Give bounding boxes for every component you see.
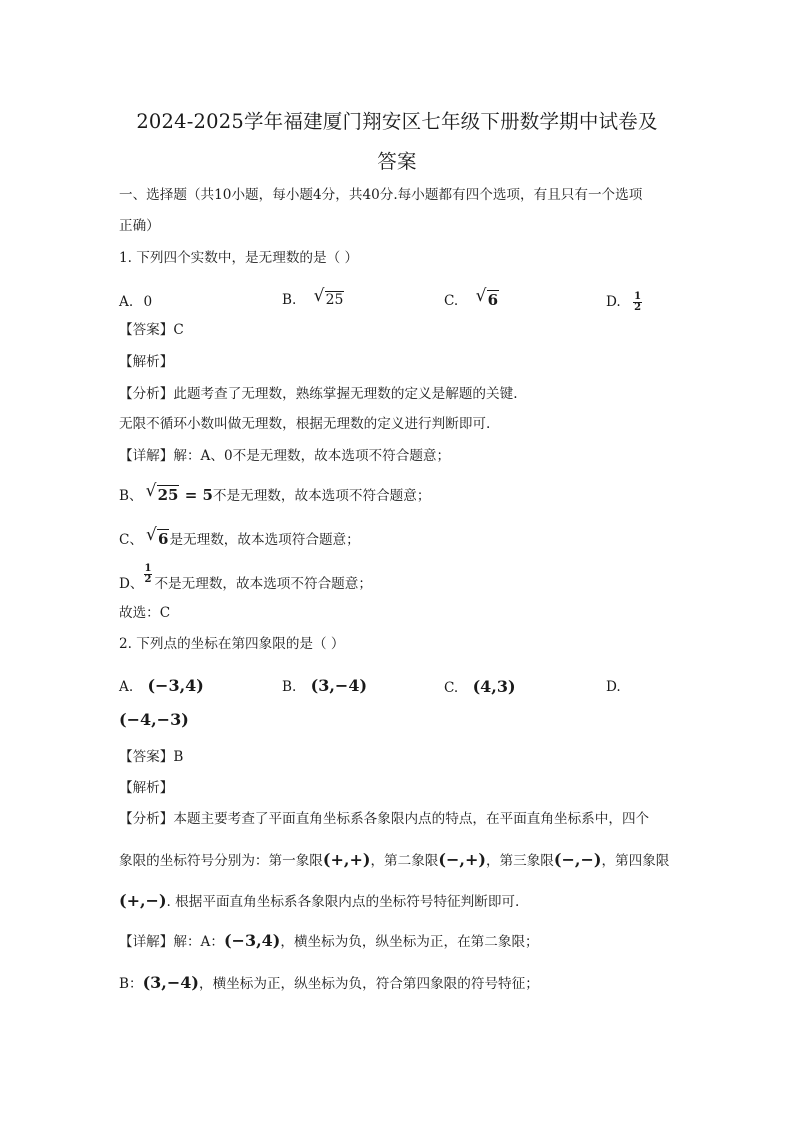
q2-analysis-title: 【解析】 — [119, 780, 174, 796]
sign-q3: (−,−) — [553, 850, 602, 869]
q1-fenxi-line1: 【分析】此题考查了无理数，熟练掌握无理数的定义是解题的关键. — [119, 386, 518, 402]
sign-q2: (−,+) — [438, 850, 486, 869]
option-label: A. — [119, 294, 134, 310]
q2-option-a — [119, 673, 204, 697]
detail-prefix: D、 — [119, 576, 144, 592]
q1-option-a — [119, 292, 152, 312]
detail-text: 不是无理数，故本选项不符合题意； — [154, 576, 372, 592]
radicand: 6 — [158, 530, 169, 548]
q1-answer: 【答案】C — [119, 322, 184, 338]
option-label: D. — [606, 294, 621, 310]
sign-q4: (+,−) — [119, 891, 167, 910]
sqrt-expression — [147, 529, 169, 549]
math-equals: = 5 — [179, 486, 213, 504]
q1-analysis-title: 【解析】 — [119, 354, 174, 370]
detail-text: ，横坐标为正，纵坐标为负，符合第四象限的符号特征； — [198, 976, 539, 992]
q1-conclusion: 故选：C — [119, 605, 171, 621]
option-label: B. — [282, 679, 297, 695]
detail-prefix: C、 — [119, 532, 143, 548]
option-label: A. — [119, 679, 134, 695]
q2-fenxi-line3 — [119, 891, 519, 912]
doc-title-line1: 2024-2025学年福建厦门翔安区七年级下册数学期中试卷及 — [136, 110, 658, 133]
q1-detail-c — [119, 529, 360, 550]
q2-detail-a — [119, 931, 539, 952]
sqrt-expression — [315, 290, 345, 310]
q2-answer: 【答案】B — [119, 749, 184, 765]
option-value: (4,3) — [472, 677, 516, 696]
detail-text: ，横坐标为负，纵坐标为正，在第二象限； — [280, 934, 539, 950]
option-value: 0 — [143, 294, 153, 310]
fenxi-text: . 根据平面直角坐标系各象限内点的坐标符号特征判断即可. — [166, 894, 520, 910]
fenxi-text: 象限的坐标符号分别为：第一象限 — [119, 853, 323, 869]
q2-fenxi-line2 — [119, 850, 669, 871]
detail-math: (3,−4) — [142, 973, 199, 992]
radicand: 25 — [157, 486, 179, 504]
option-value: (3,−4) — [310, 676, 368, 695]
q2-detail-b — [119, 973, 539, 994]
option-label: B. — [282, 292, 297, 308]
q2-option-d-value: (−4,−3) — [119, 710, 189, 729]
fraction — [633, 292, 642, 313]
q1-detail-d — [119, 564, 372, 594]
detail-math: (−3,4) — [223, 931, 281, 950]
detail-prefix: B、 — [119, 488, 143, 504]
q1-option-c — [444, 290, 499, 311]
radicand: 6 — [487, 291, 499, 309]
section-heading: 一、选择题（共10小题，每小题4分，共40分.每小题都有四个选项，有且只有一个选项 — [119, 187, 643, 203]
option-label: C. — [444, 680, 459, 696]
denominator: 2 — [144, 574, 152, 585]
fenxi-text: ，第四象限 — [601, 853, 670, 869]
option-value: (−3,4) — [147, 676, 204, 695]
section-heading-cont: 正确） — [119, 218, 160, 234]
q2-option-c — [444, 670, 516, 698]
sqrt-expression — [147, 485, 180, 505]
denominator: 2 — [634, 302, 642, 313]
radicand: 25 — [325, 292, 344, 308]
sqrt-expression — [477, 290, 499, 310]
q1-detail-b — [119, 485, 430, 506]
q1-option-d — [606, 280, 642, 313]
detail-text: 不是无理数，故本选项不符合题意； — [212, 488, 431, 504]
q2-option-b — [282, 673, 367, 697]
detail-prefix: 【详解】解：A： — [119, 934, 224, 950]
sign-q1: (+,+) — [322, 850, 371, 869]
q2-option-d-label: D. — [606, 679, 621, 695]
fraction — [144, 564, 153, 585]
detail-text: 是无理数，故本选项符合题意； — [169, 532, 360, 548]
numerator: 1 — [144, 563, 152, 574]
numerator: 1 — [634, 291, 642, 302]
question-1-stem: 1. 下列四个实数中，是无理数的是（ ） — [119, 250, 359, 266]
detail-prefix: B： — [119, 976, 143, 992]
q1-option-b — [282, 290, 344, 310]
option-label: C. — [444, 293, 459, 309]
question-2-stem: 2. 下列点的坐标在第四象限的是（ ） — [119, 636, 345, 652]
q1-detail-a: 【详解】解：A、0不是无理数，故本选项不符合题意； — [119, 448, 451, 464]
q2-fenxi-line1: 【分析】本题主要考查了平面直角坐标系各象限内点的特点，在平面直角坐标系中，四个 — [119, 811, 650, 827]
fenxi-text: ，第二象限 — [370, 853, 439, 869]
fenxi-text: ，第三象限 — [485, 853, 554, 869]
doc-title-line2: 答案 — [377, 150, 417, 173]
q1-fenxi-line2: 无限不循环小数叫做无理数，根据无理数的定义进行判断即可. — [119, 416, 491, 432]
